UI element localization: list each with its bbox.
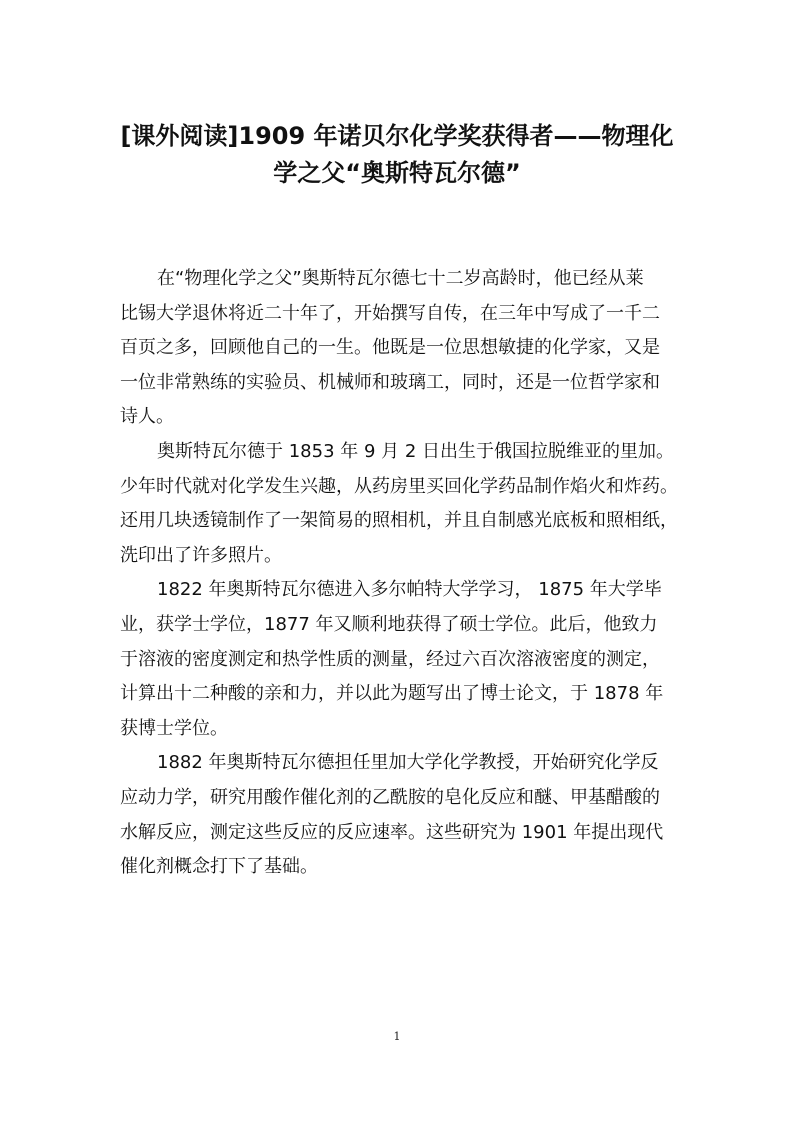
text-line: 1822 年奥斯特瓦尔德进入多尔帕特大学学习， 1875 年大学毕 xyxy=(157,579,662,601)
title-line: 学之父“奥斯特瓦尔德” xyxy=(273,159,521,187)
text-line: 业，获学士学位，1877 年又顺利地获得了硕士学位。此后，他致力 xyxy=(120,613,658,635)
paragraph xyxy=(120,262,680,435)
text-line: 诗人。 xyxy=(120,406,174,428)
paragraph xyxy=(120,435,680,573)
paragraph xyxy=(120,746,680,884)
title-line: [课外阅读]1909 年诺贝尔化学奖获得者——物理化 xyxy=(120,122,674,150)
text-line: 一位非常熟练的实验员、机械师和玻璃工，同时，还是一位哲学家和 xyxy=(120,371,660,393)
text-line: 于溶液的密度测定和热学性质的测量，经过六百次溶液密度的测定， xyxy=(120,648,660,670)
text-line: 催化剂概念打下了基础。 xyxy=(120,856,318,878)
document-body xyxy=(120,262,680,885)
text-line: 1882 年奥斯特瓦尔德担任里加大学化学教授，开始研究化学反 xyxy=(157,752,659,774)
text-line: 获博士学位。 xyxy=(120,717,228,739)
text-line: 百页之多，回顾他自己的一生。他既是一位思想敏捷的化学家，又是 xyxy=(120,337,660,359)
text-line: 少年时代就对化学发生兴趣，从药房里买回化学药品制作焰火和炸药。 xyxy=(120,475,678,497)
text-line: 洗印出了许多照片。 xyxy=(120,544,282,566)
page-number: 1 xyxy=(393,1030,401,1043)
text-line: 比锡大学退休将近二十年了，开始撰写自传，在三年中写成了一千二 xyxy=(120,302,660,324)
paragraph xyxy=(120,573,680,746)
text-line: 应动力学，研究用酸作催化剂的乙酰胺的皂化反应和醚、甲基醋酸的 xyxy=(120,786,660,808)
text-line: 水解反应，测定这些反应的反应速率。这些研究为 1901 年提出现代 xyxy=(120,821,664,843)
text-line: 奥斯特瓦尔德于 1853 年 9 月 2 日出生于俄国拉脱维亚的里加。 xyxy=(157,440,675,462)
text-line: 计算出十二种酸的亲和力，并以此为题写出了博士论文，于 1878 年 xyxy=(120,683,664,705)
document-title xyxy=(100,118,694,192)
text-line: 还用几块透镜制作了一架简易的照相机，并且自制感光底板和照相纸， xyxy=(120,510,678,532)
text-line: 在“物理化学之父”奥斯特瓦尔德七十二岁高龄时，他已经从莱 xyxy=(157,268,644,289)
